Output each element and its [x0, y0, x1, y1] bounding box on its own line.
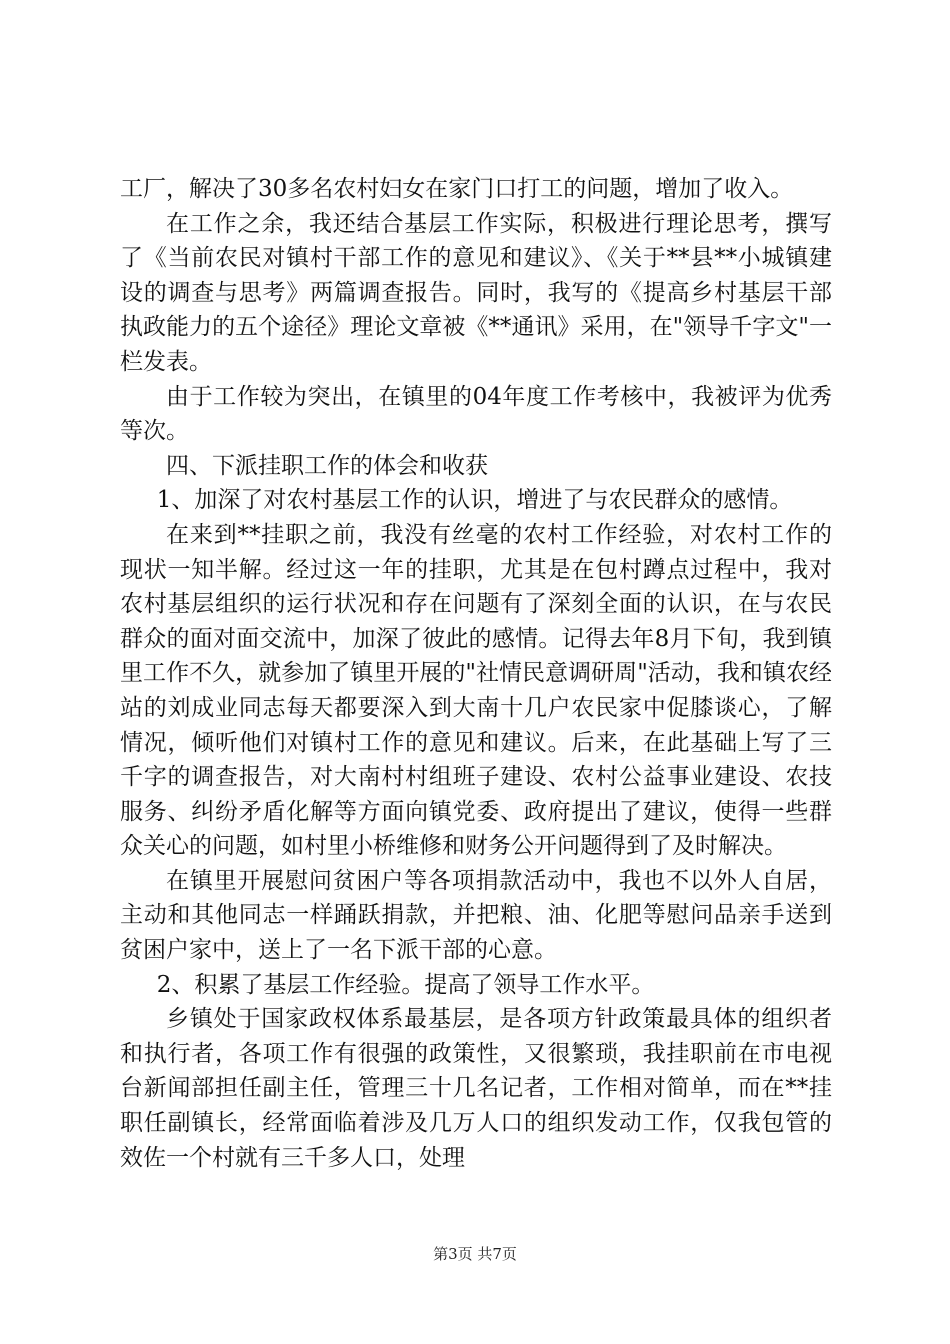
subheading-1: 1、加深了对农村基层工作的认识，增进了与农民群众的感情。 — [156, 487, 793, 514]
document-body — [120, 172, 832, 1175]
paragraph-theory-writing: 在工作之余，我还结合基层工作实际，积极进行理论思考，撰写了《当前农民对镇村干部工作的意见和建议》、《关于**县**小城镇建设的调查与思考》两篇调查报告。同时，我写的《提高乡村基层干部执政能力的五个途径》理论文章被《**通讯》采用，在"领导千字文"一栏发表。 — [120, 210, 832, 375]
page-number: 第3页 共7页 — [433, 1245, 517, 1263]
paragraph-assessment: 由于工作较为突出，在镇里的04年度工作考核中，我被评为优秀等次。 — [120, 383, 832, 445]
paragraph-rural-experience: 在来到**挂职之前，我没有丝毫的农村工作经验，对农村工作的现状一知半解。经过这一年的挂职，尤其是在包村蹲点过程中，我对农村基层组织的运行状况和存在问题有了深刻全面的认识，在与农民群众的面对面交流中，加深了彼此的感情。记得去年8月下旬，我到镇里工作不久，就参加了镇里开展的"社情民意调研周"活动，我和镇农经站的刘成业同志每天都要深入到大南十几户农民家中促膝谈心，了解情况，倾听他们对镇村工作的意见和建议。后来，在此基础上写了三千字的调查报告，对大南村村组班子建设、农村公益事业建设、农技服务、纠纷矛盾化解等方面向镇党委、政府提出了建议，使得一些群众关心的问题，如村里小桥维修和财务公开问题得到了及时解决。 — [120, 521, 832, 860]
paragraph-continuation: 工厂，解决了30多名农村妇女在家门口打工的问题，增加了收入。 — [120, 176, 794, 202]
subheading-2: 2、积累了基层工作经验。提高了领导工作水平。 — [156, 971, 655, 998]
paragraph-donation: 在镇里开展慰问贫困户等各项捐款活动中，我也不以外人自居，主动和其他同志一样踊跃捐款，并把粮、油、化肥等慰问品亲手送到贫困户家中，送上了一名下派干部的心意。 — [120, 867, 832, 964]
section-heading: 四、下派挂职工作的体会和收获 — [166, 452, 488, 479]
paragraph-township-work: 乡镇处于国家政权体系最基层，是各项方针政策最具体的组织者和执行者，各项工作有很强的政策性，又很繁琐，我挂职前在市电视台新闻部担任副主任，管理三十几名记者，工作相对简单，而在**挂职任副镇长，经常面临着涉及几万人口的组织发动工作，仅我包管的效佐一个村就有三千多人口，处理 — [120, 1006, 832, 1171]
